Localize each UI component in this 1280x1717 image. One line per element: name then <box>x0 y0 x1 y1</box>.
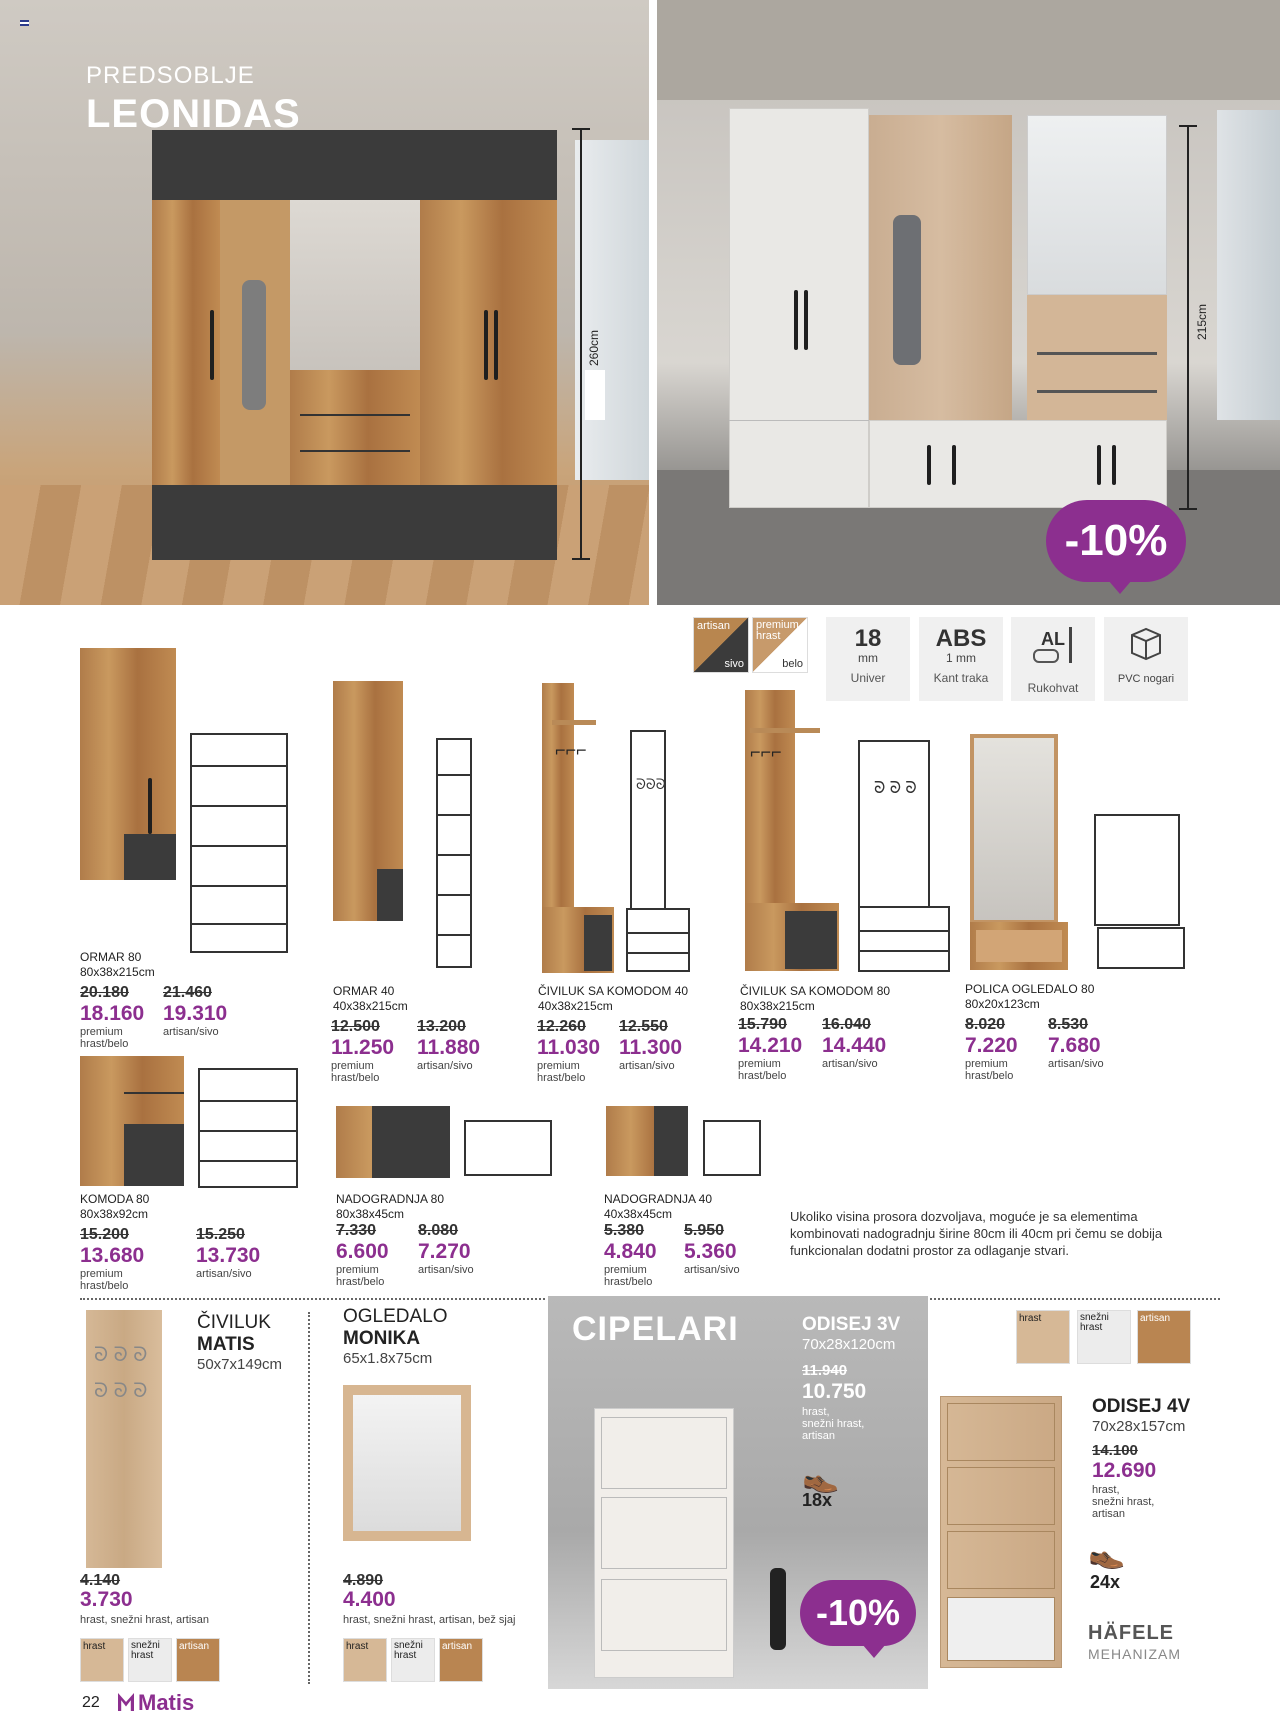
variant-label: hrast/belo <box>80 1038 129 1050</box>
shelf-drawer-unit <box>1027 295 1167 420</box>
old-price: 8.020 <box>965 1016 1006 1033</box>
civiluk40-bench-drawing <box>626 908 690 972</box>
hook-icon: ᘐ ᘐ ᘐ <box>874 780 917 797</box>
variant-label: hrast/belo <box>80 1280 129 1292</box>
variant-label: artisan/sivo <box>684 1264 740 1276</box>
variant-label: premium <box>738 1058 781 1070</box>
civiluk40-panel <box>542 683 574 907</box>
shelf <box>438 774 470 776</box>
civiluk80-price-premium <box>738 1016 802 1082</box>
spec-unit: 1 mm <box>946 651 976 665</box>
coat-panel <box>869 115 1012 420</box>
old-price: 16.040 <box>822 1016 871 1033</box>
new-price: 11.300 <box>619 1036 683 1059</box>
shoe-icon: 👞 <box>802 1461 840 1494</box>
drawer-handle <box>1037 390 1157 393</box>
dimension-label-bg <box>585 370 605 420</box>
dimension-line <box>580 128 582 560</box>
vase <box>770 1568 786 1650</box>
variant-label: artisan/sivo <box>417 1060 473 1072</box>
spec-value: AL <box>1041 629 1065 649</box>
polica-price-artisan <box>1048 1016 1104 1070</box>
swatch-label: snežni hrast <box>1080 1312 1109 1333</box>
drawer-line <box>300 414 410 416</box>
ormar40-photo <box>333 681 403 921</box>
cabinet-drawer <box>947 1467 1055 1525</box>
dimension-line <box>1187 125 1189 510</box>
hook-icon: ᘐᘐᘐ <box>636 776 666 792</box>
shelf <box>860 950 948 952</box>
swatch-label: snežni hrast <box>131 1640 160 1661</box>
polica-price-premium <box>965 1016 1018 1082</box>
dark-door <box>372 1106 450 1178</box>
nad40-price-artisan <box>684 1222 740 1276</box>
window <box>575 140 649 480</box>
open-drawer <box>947 1597 1055 1661</box>
flag-icon <box>20 20 29 26</box>
drawer-line <box>300 450 410 452</box>
hero-right-image <box>657 0 1280 605</box>
spec-label: PVC nogari <box>1117 673 1175 685</box>
variant-line: snežni hrast, <box>1092 1496 1155 1508</box>
swatch-snezni-hrast <box>391 1638 435 1682</box>
variant-line: hrast, <box>802 1406 830 1418</box>
door-handle <box>1112 445 1116 485</box>
dark-door <box>584 915 612 971</box>
komoda-info <box>80 1192 149 1222</box>
ormar40-info <box>333 984 408 1014</box>
product-dimensions: 40x38x45cm <box>604 1207 673 1221</box>
new-price: 7.270 <box>418 1240 471 1263</box>
polica-drawing-mirror <box>1094 814 1180 926</box>
spec-legs <box>1104 617 1188 701</box>
odisej3-dim: 70x28x120cm <box>802 1336 896 1353</box>
civiluk40-price-artisan <box>619 1018 682 1072</box>
door-handle <box>927 445 931 485</box>
wardrobe-bottom <box>152 485 557 560</box>
dimension-label: 215cm <box>1195 303 1209 340</box>
swatch-label: hrast <box>346 1641 369 1652</box>
ormar80-price-premium <box>80 984 144 1050</box>
door-handle <box>952 445 956 485</box>
variant-line: artisan <box>802 1430 836 1442</box>
product-name: KOMODA 80 <box>80 1192 150 1206</box>
door-handle <box>494 310 498 380</box>
civiluk80-bench-drawing <box>858 906 950 972</box>
variant-label: premium <box>331 1060 374 1072</box>
note-line: Ukoliko visina prosora dozvoljava, moguće je sa elementima <box>790 1209 1138 1224</box>
shelf <box>200 1130 296 1132</box>
swatch-label: hrast <box>1019 1313 1042 1324</box>
hafele-subtitle: MEHANIZAM <box>1088 1646 1181 1662</box>
discount-badge: -10% <box>800 1580 916 1646</box>
new-price: 3.730 <box>80 1588 133 1611</box>
shelf <box>628 932 688 934</box>
title-line: MATIS <box>197 1334 255 1355</box>
old-price: 8.080 <box>418 1222 459 1239</box>
shoe-icon: 👞 <box>1088 1537 1126 1570</box>
new-price: 6.600 <box>336 1240 389 1263</box>
old-price: 14.100 <box>1092 1442 1138 1459</box>
ormar80-drawing <box>190 733 288 953</box>
hero-subtitle: PREDSOBLJE <box>86 62 255 89</box>
dark-base <box>377 869 403 921</box>
product-dimensions: 80x20x123cm <box>965 997 1040 1011</box>
nad40-info <box>604 1192 712 1222</box>
old-price: 11.940 <box>802 1362 848 1379</box>
drawer-line <box>124 1092 184 1094</box>
shoe-count: 18x <box>802 1490 833 1510</box>
door-handle <box>804 290 808 350</box>
shoe-cabinet <box>594 1408 734 1678</box>
civiluk80-drawing <box>858 740 930 908</box>
info-note <box>790 1208 1200 1259</box>
cabinet-drawer <box>601 1579 727 1651</box>
civiluk80-bench <box>745 903 839 971</box>
variant-label: premium <box>604 1264 647 1276</box>
hook-icon: ᘐ ᘐ ᘐ <box>94 1344 148 1366</box>
wardrobe-right-doors <box>420 200 557 485</box>
old-price: 15.790 <box>738 1016 787 1033</box>
new-price: 18.160 <box>80 1002 145 1025</box>
cabinet-drawer <box>601 1497 727 1569</box>
variant-line: hrast, <box>1092 1484 1120 1496</box>
mirror <box>290 200 420 370</box>
spec-edge <box>919 617 1003 701</box>
variant-label: premium <box>965 1058 1008 1070</box>
dark-door <box>654 1106 688 1176</box>
komoda-drawing <box>198 1068 298 1188</box>
variant-label: artisan/sivo <box>418 1264 474 1276</box>
variant-label: premium <box>80 1026 123 1038</box>
ogledalo-photo <box>343 1385 471 1541</box>
polica-photo-mirror <box>970 734 1058 924</box>
product-name: ORMAR 40 <box>333 984 395 998</box>
spec-value: 18 <box>854 625 882 652</box>
variant-label: artisan/sivo <box>1048 1058 1104 1070</box>
shelf <box>192 885 286 887</box>
mirror <box>1027 115 1167 295</box>
hook-icon: ⌐⌐⌐ <box>750 742 782 762</box>
old-price: 5.380 <box>604 1222 645 1239</box>
dotted-divider <box>308 1312 310 1684</box>
civiluk40-bench <box>542 907 614 973</box>
swatch-label: artisan <box>179 1641 210 1652</box>
variant-label: hrast/belo <box>331 1072 380 1084</box>
product-name: ČIVILUK SA KOMODOM 80 <box>740 984 891 998</box>
hook-rail <box>750 728 820 733</box>
variant-label: hrast/belo <box>604 1276 653 1288</box>
product-name: NADOGRADNJA 80 <box>336 1192 445 1206</box>
shelf <box>200 1100 296 1102</box>
shelf <box>192 765 286 767</box>
spec-value: ABS <box>935 625 987 652</box>
shelf-inner <box>976 930 1062 962</box>
product-dimensions: 40x38x215cm <box>538 999 613 1013</box>
door-handle <box>210 310 214 380</box>
new-price: 11.250 <box>331 1036 395 1059</box>
new-price: 11.030 <box>537 1036 601 1059</box>
swatch-top-label: artisan <box>697 620 731 632</box>
swatch-bottom-label: belo <box>782 658 803 670</box>
swatch-artisan <box>1137 1310 1191 1364</box>
nad80-drawing <box>464 1120 552 1176</box>
new-price: 5.360 <box>684 1240 737 1263</box>
nad40-photo <box>606 1106 688 1176</box>
white-wardrobe <box>729 108 869 508</box>
shelf <box>438 814 470 816</box>
new-price: 4.400 <box>343 1588 396 1611</box>
spec-handle <box>1011 617 1095 701</box>
product-name: ČIVILUK SA KOMODOM 40 <box>538 984 689 998</box>
title-line: MONIKA <box>343 1328 421 1349</box>
new-price: 14.210 <box>738 1034 803 1057</box>
window <box>1217 110 1280 420</box>
shelf <box>192 923 286 925</box>
ormar80-price-artisan <box>163 984 227 1038</box>
odisej3-variants <box>802 1406 864 1442</box>
variants: hrast, snežni hrast, artisan, bež sjaj <box>343 1614 516 1626</box>
swatch-hrast <box>80 1638 124 1682</box>
shelf <box>192 805 286 807</box>
product-dimensions: 40x38x215cm <box>333 999 408 1013</box>
spec-label: Kant traka <box>933 671 989 685</box>
page-number: 22 <box>82 1694 100 1711</box>
brand-logo: Matis <box>138 1690 195 1715</box>
dark-door <box>124 1124 184 1186</box>
variant-line: artisan <box>1092 1508 1126 1520</box>
ogledalo-dim: 65x1.8x75cm <box>343 1350 433 1367</box>
swatch-artisan <box>176 1638 220 1682</box>
old-price: 8.530 <box>1048 1016 1089 1033</box>
discount-badge: -10% <box>1046 500 1186 582</box>
civiluk-matis-photo <box>86 1310 162 1568</box>
old-price: 15.250 <box>196 1226 245 1243</box>
shelf <box>438 934 470 936</box>
odisej4-name: ODISEJ 4V <box>1092 1396 1191 1417</box>
ormar80-photo <box>80 648 176 880</box>
polica-drawing-shelf <box>1097 927 1185 969</box>
swatch-artisan <box>439 1638 483 1682</box>
nad80-info <box>336 1192 444 1222</box>
shelf <box>200 1160 296 1162</box>
swatch-hrast <box>343 1638 387 1682</box>
old-price: 12.260 <box>537 1018 586 1035</box>
swatch-label: snežni hrast <box>394 1640 423 1661</box>
civiluk-matis-dim: 50x7x149cm <box>197 1356 283 1373</box>
swatch-premium-belo <box>752 617 808 673</box>
new-price: 13.730 <box>196 1244 261 1267</box>
swatch-label: artisan <box>1140 1313 1171 1324</box>
cabinet-drawer <box>947 1403 1055 1461</box>
coat <box>893 215 921 365</box>
nad80-price-artisan <box>418 1222 474 1276</box>
new-price: 12.690 <box>1092 1459 1157 1482</box>
door-handle <box>484 310 488 380</box>
new-price: 10.750 <box>802 1380 867 1403</box>
swatch-bottom-label: sivo <box>724 658 744 670</box>
old-price: 4.890 <box>343 1572 384 1589</box>
new-price: 7.680 <box>1048 1034 1101 1057</box>
swatch-hrast <box>1016 1310 1070 1364</box>
odisej3-name: ODISEJ 3V <box>802 1314 901 1335</box>
civiluk80-info <box>740 984 890 1014</box>
spec-unit: mm <box>858 651 878 665</box>
variant-label: premium <box>537 1060 580 1072</box>
shoe-count: 24x <box>1090 1572 1121 1592</box>
civiluk40-price-premium <box>537 1018 600 1084</box>
odisej4-photo <box>940 1396 1062 1668</box>
komoda-photo <box>80 1056 184 1186</box>
ormar40-price-premium <box>331 1018 394 1084</box>
title-line: OGLEDALO <box>343 1306 448 1327</box>
spec-label: Rukohvat <box>1027 681 1079 695</box>
door-handle <box>1097 445 1101 485</box>
old-price: 5.950 <box>684 1222 725 1239</box>
product-dimensions: 80x38x92cm <box>80 1207 149 1221</box>
nad40-price-premium <box>604 1222 657 1288</box>
new-price: 4.840 <box>604 1240 657 1263</box>
old-price: 20.180 <box>80 984 129 1001</box>
hook-icon: ⌐⌐⌐ <box>555 740 587 760</box>
hafele-logo: HÄFELE <box>1088 1622 1174 1644</box>
note-line: kombinovati nadogradnju širine 80cm ili 40cm pri čemu se dobija <box>790 1226 1163 1241</box>
new-price: 11.880 <box>417 1036 481 1059</box>
spec-label: Univer <box>850 671 886 685</box>
hook-icon: ᘐ ᘐ ᘐ <box>94 1380 148 1402</box>
polica-info <box>965 982 1094 1012</box>
variant-label: hrast/belo <box>537 1072 586 1084</box>
dotted-divider <box>930 1298 1220 1300</box>
variant-label: artisan/sivo <box>196 1268 252 1280</box>
variant-line: snežni hrast, <box>802 1418 865 1430</box>
drawer-unit <box>290 370 420 485</box>
swatch-artisan-sivo <box>693 617 749 673</box>
new-price: 14.440 <box>822 1034 887 1057</box>
spec-thickness <box>826 617 910 701</box>
swatch-snezni-hrast <box>1077 1310 1131 1364</box>
variant-label: hrast/belo <box>738 1070 787 1082</box>
dark-door <box>785 911 837 969</box>
new-price: 19.310 <box>163 1002 228 1025</box>
shelf <box>438 854 470 856</box>
cabinet-drawer <box>947 1531 1055 1589</box>
odisej4-dim: 70x28x157cm <box>1092 1418 1186 1435</box>
civiluk40-drawing <box>630 730 666 910</box>
cabinet-drawer <box>601 1417 727 1489</box>
nad40-drawing <box>703 1120 761 1176</box>
civiluk80-price-artisan <box>822 1016 886 1070</box>
old-price: 7.330 <box>336 1222 377 1239</box>
note-line: funkcionalan dodatni prostor za odlaganje stvari. <box>790 1243 1069 1258</box>
shelf <box>192 845 286 847</box>
divider <box>729 420 869 421</box>
old-price: 21.460 <box>163 984 212 1001</box>
dotted-divider <box>80 1298 545 1300</box>
old-price: 4.140 <box>80 1572 121 1589</box>
swatch-label: artisan <box>442 1641 473 1652</box>
pvc-leg-icon <box>1126 625 1166 665</box>
product-name: POLICA OGLEDALO 80 <box>965 982 1095 996</box>
hero-left-image <box>0 0 649 605</box>
handle-icon <box>1069 627 1072 663</box>
product-dimensions: 80x38x215cm <box>80 965 155 979</box>
nad80-photo <box>336 1106 450 1178</box>
hero-title: LEONIDAS <box>86 92 301 136</box>
product-dimensions: 80x38x45cm <box>336 1207 405 1221</box>
old-price: 12.500 <box>331 1018 380 1035</box>
variant-label: premium <box>336 1264 379 1276</box>
variant-label: hrast/belo <box>965 1070 1014 1082</box>
new-price: 13.680 <box>80 1244 145 1267</box>
civiluk40-info <box>538 984 688 1014</box>
shelf <box>628 952 688 954</box>
komoda-price-artisan <box>196 1226 260 1280</box>
variants: hrast, snežni hrast, artisan <box>80 1614 210 1626</box>
variant-label: artisan/sivo <box>163 1026 219 1038</box>
swatch-top-label: premium hrast <box>756 619 799 642</box>
hand-icon <box>1033 649 1059 663</box>
title-line: ČIVILUK <box>197 1312 271 1333</box>
coat <box>242 280 266 410</box>
shelf <box>860 930 948 932</box>
ogledalo-title <box>343 1306 448 1350</box>
old-price: 12.550 <box>619 1018 668 1035</box>
variant-label: hrast/belo <box>336 1276 385 1288</box>
hook-rail <box>552 720 596 725</box>
ormar40-price-artisan <box>417 1018 480 1072</box>
komoda-price-premium <box>80 1226 144 1292</box>
wardrobe-top <box>152 130 557 200</box>
civiluk-matis-title <box>197 1312 271 1356</box>
variant-label: artisan/sivo <box>619 1060 675 1072</box>
old-price: 15.200 <box>80 1226 129 1243</box>
dimension-cap <box>1179 508 1197 510</box>
matis-logo-icon <box>118 1693 134 1711</box>
nad80-price-premium <box>336 1222 389 1288</box>
drawer-handle <box>1037 352 1157 355</box>
door-handle <box>148 778 152 834</box>
dimension-label: 260cm <box>587 329 601 366</box>
old-price: 13.200 <box>417 1018 466 1035</box>
ormar40-drawing <box>436 738 472 968</box>
shelf <box>438 894 470 896</box>
bottom-cabinets <box>869 420 1167 508</box>
ceiling <box>657 0 1280 100</box>
odisej4-variants <box>1092 1484 1154 1520</box>
variant-label: artisan/sivo <box>822 1058 878 1070</box>
swatch-snezni-hrast <box>128 1638 172 1682</box>
product-dimensions: 80x38x215cm <box>740 999 815 1013</box>
new-price: 7.220 <box>965 1034 1018 1057</box>
dimension-cap <box>572 558 590 560</box>
polica-photo-shelf <box>970 922 1068 970</box>
swatch-label: hrast <box>83 1641 106 1652</box>
cipelari-title: CIPELARI <box>572 1310 739 1348</box>
product-name: ORMAR 80 <box>80 950 142 964</box>
product-name: NADOGRADNJA 40 <box>604 1192 713 1206</box>
ormar80-info <box>80 950 155 980</box>
variant-label: premium <box>80 1268 123 1280</box>
door-handle <box>794 290 798 350</box>
dark-base <box>124 834 176 880</box>
civiluk80-panel <box>745 690 795 908</box>
